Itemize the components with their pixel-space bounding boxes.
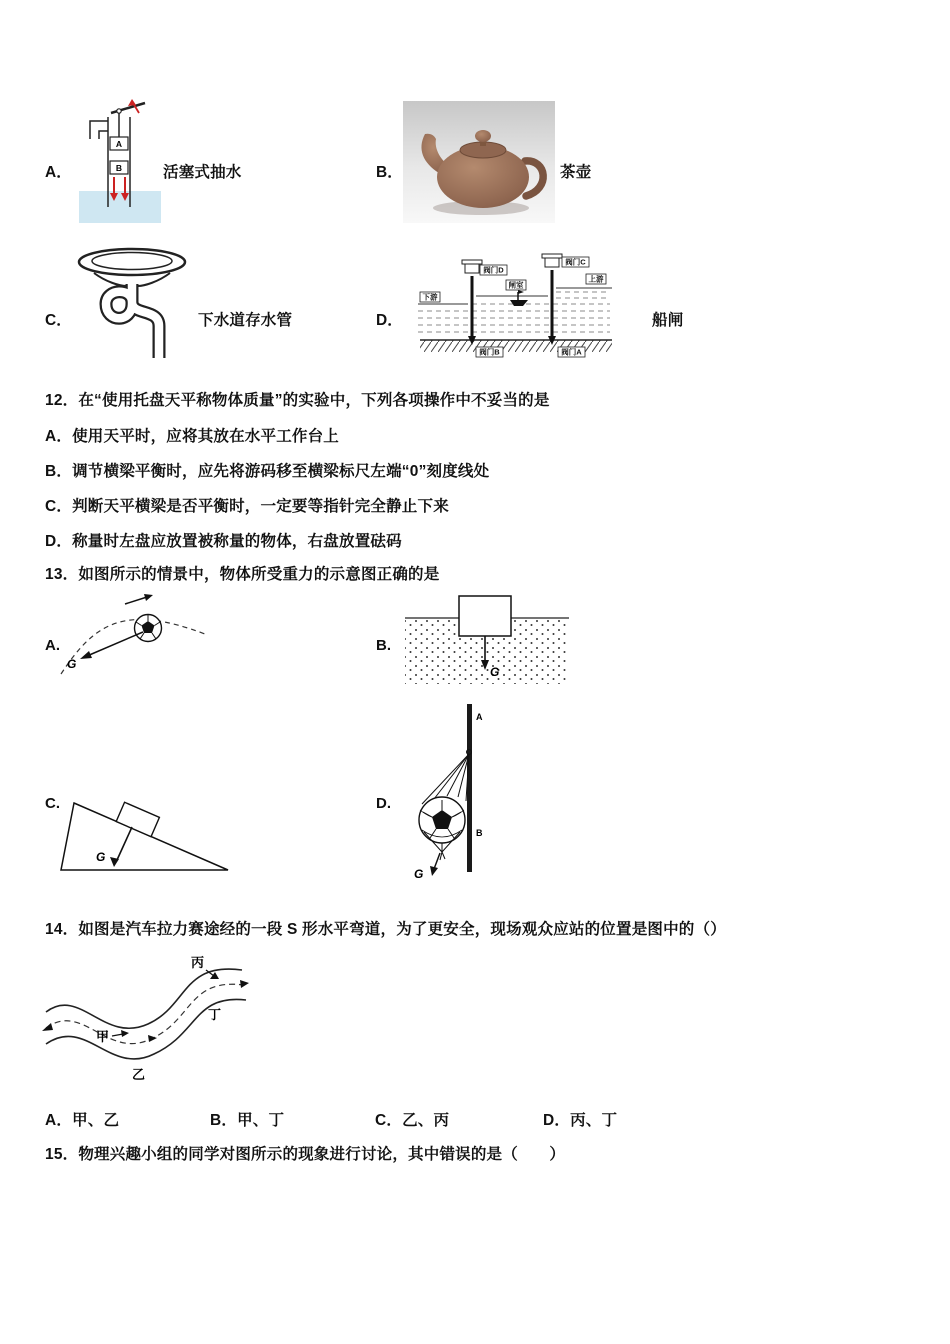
teapot-knob — [475, 130, 491, 142]
water-region — [79, 191, 161, 223]
q14-option-c: C．乙、丙 — [375, 1112, 450, 1129]
q13-figure-c-label: C. — [45, 795, 60, 812]
q12-stem: 12．在“使用托盘天平称物体质量”的实验中，下列各项操作中不妥当的是 — [45, 392, 550, 409]
position-jia-label: 甲 — [96, 1029, 110, 1044]
q11-option-b-caption: 茶壶 — [560, 164, 592, 181]
trajectory-dashed-curve — [61, 619, 205, 674]
q12-option-a: A．使用天平时，应将其放在水平工作台上 — [45, 428, 339, 445]
gravity-arrow — [430, 866, 438, 876]
position-yi-label: 乙 — [132, 1067, 146, 1082]
net-strings — [422, 754, 469, 804]
q12-option-b: B．调节横梁平衡时，应先将游码移至横梁标尺左端“0”刻度线处 — [45, 463, 490, 480]
q14-option-b: B．甲、丁 — [210, 1112, 285, 1129]
label-chamber: 闸室 — [508, 280, 524, 290]
q11-option-d-label: D． — [376, 312, 403, 329]
q11-option-c-label: C． — [45, 312, 72, 329]
pump-piston-label: A — [115, 139, 123, 149]
label-valve-d: 阀门D — [483, 265, 504, 275]
pole-bottom-label: B — [476, 828, 483, 838]
q13-figure-d-net-ball — [400, 700, 500, 880]
gravity-arrow — [80, 651, 92, 659]
label-valve-b: 阀门B — [479, 347, 500, 357]
q13-figure-a-football — [55, 592, 210, 692]
label-valve-a: 阀门A — [561, 347, 582, 357]
q12-option-d: D．称量时左盘应放置被称量的物体，右盘放置砝码 — [45, 533, 402, 550]
q13-figure-b-floating-box — [403, 592, 571, 689]
boat — [510, 300, 528, 306]
q13-stem: 13．如图所示的情景中，物体所受重力的示意图正确的是 — [45, 566, 440, 583]
g-label: G — [96, 850, 106, 864]
q13-figure-a-label: A. — [45, 637, 60, 654]
velocity-arrow — [144, 594, 153, 601]
q13-figure-d-label: D. — [376, 795, 391, 812]
q13-figure-b-label: B. — [376, 637, 391, 654]
pole-top-label: A — [476, 712, 483, 722]
q11-option-a-caption: 活塞式抽水 — [163, 164, 242, 181]
label-upstream: 上游 — [588, 274, 604, 284]
label-valve-c: 阀门C — [565, 257, 586, 267]
q13-figure-c-incline — [58, 797, 233, 877]
q15-stem: 15．物理兴趣小组的同学对图所示的现象进行讨论，其中错误的是（ ） — [45, 1146, 566, 1163]
pump-valve-label: B — [115, 163, 123, 173]
ship-lock-figure — [410, 252, 615, 364]
position-ding-label: 丁 — [208, 1007, 222, 1022]
g-label: G — [67, 657, 77, 671]
drain-trap-figure — [72, 246, 207, 364]
q14-option-d: D．丙、丁 — [543, 1112, 618, 1129]
q14-stem: 14．如图是汽车拉力赛途经的一段 S 形水平弯道，为了更安全，现场观众应站的位置是图中的（） — [45, 921, 726, 938]
g-label: G — [414, 867, 424, 880]
water-texture — [418, 292, 610, 332]
teapot-photo — [403, 101, 555, 223]
q11-option-a-label: A． — [45, 164, 72, 181]
handle-motion-arrow — [128, 99, 136, 106]
q12-option-c: C．判断天平横梁是否平衡时，一定要等指针完全静止下来 — [45, 498, 449, 515]
g-label: G — [490, 665, 500, 679]
position-bing-label: 丙 — [191, 955, 205, 970]
q11-option-d-caption: 船闸 — [652, 312, 684, 329]
q14-option-a: A．甲、乙 — [45, 1112, 120, 1129]
q14-s-curve-figure — [40, 950, 250, 1085]
label-downstream: 下游 — [422, 292, 438, 302]
pole — [467, 704, 472, 872]
q11-option-c-caption: 下水道存水管 — [198, 312, 293, 329]
piston-pump-figure — [75, 97, 165, 225]
q11-option-b-label: B． — [376, 164, 403, 181]
floating-box — [459, 596, 511, 636]
